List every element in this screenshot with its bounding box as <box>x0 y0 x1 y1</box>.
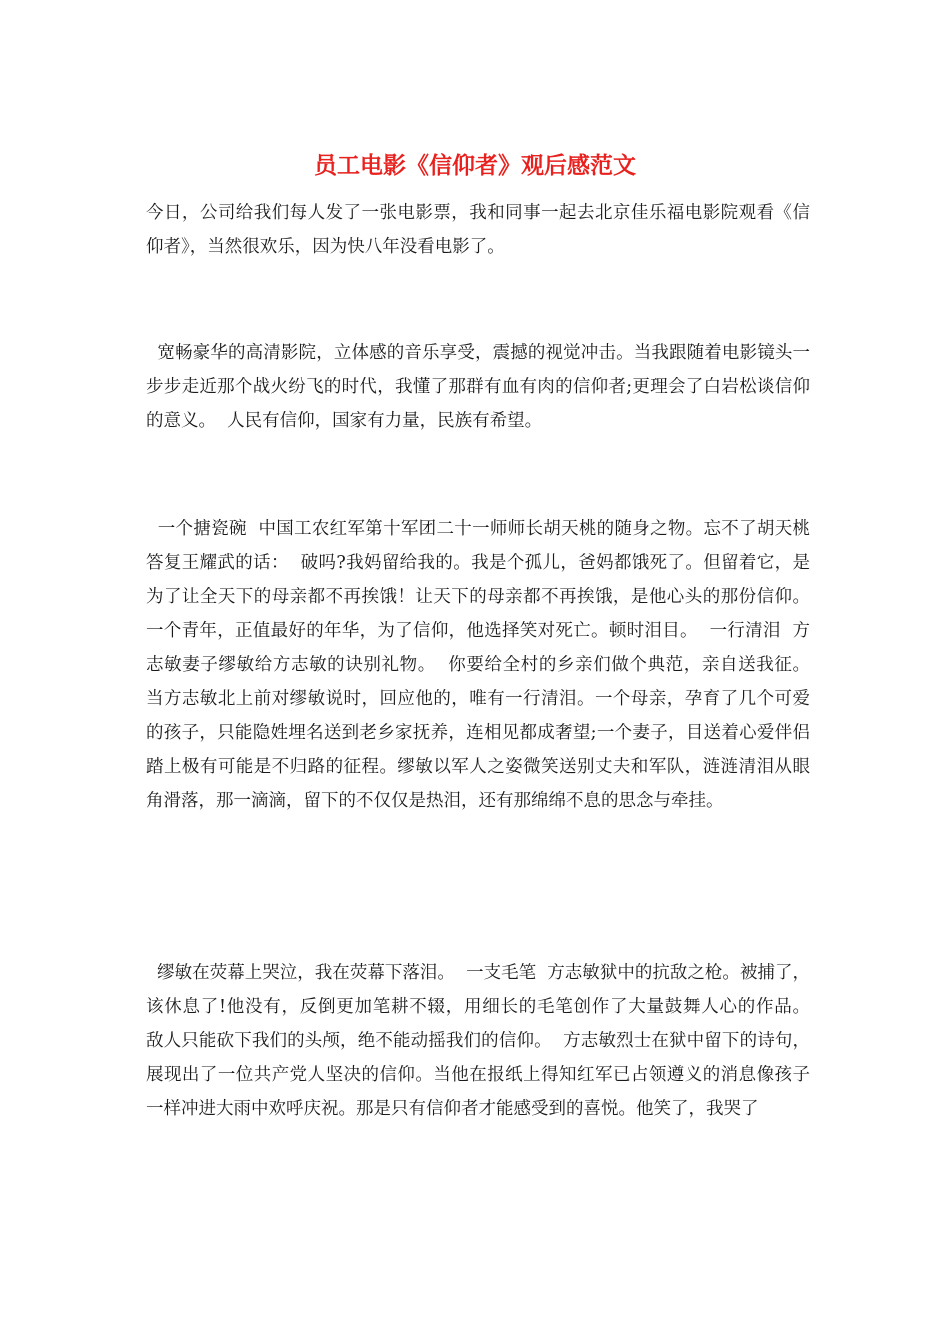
paragraph-1: 今日，公司给我们每人发了一张电影票，我和同事一起去北京佳乐福电影院观看《信仰者》，当然很欢乐，因为快八年没看电影了。 <box>146 203 810 257</box>
paragraph-3: 一个搪瓷碗 中国工农红军第十军团二十一师师长胡天桃的随身之物。忘不了胡天桃答复王耀武的话： 破吗?我妈留给我的。我是个孤儿，爸妈都饿死了。但留着它，是为了让全天下的母亲都不再挨饿！让天下的母亲都不再挨饿，是他心头的那份信仰。一个青年，正值最好的年华，为了信仰，他选择笑对死亡。顿时泪目。 一行清泪 方志敏妻子缪敏给方志敏的诀别礼物。 你要给全村的乡亲们做个典范，亲自送我征。 当方志敏北上前对缪敏说时，回应他的，唯有一行清泪。一个母亲，孕育了几个可爱的孩子，只能隐姓埋名送到老乡家抚养，连相见都成奢望;一个妻子，目送着心爱伴侣踏上极有可能是不归路的征程。缪敏以军人之姿微笑送别丈夫和军队，涟涟清泪从眼角滑落，那一滴滴，留下的不仅仅是热泪，还有那绵绵不息的思念与牵挂。 <box>146 519 822 811</box>
document-title: 员工电影《信仰者》观后感范文 <box>314 152 636 179</box>
paragraph-2: 宽畅豪华的高清影院，立体感的音乐享受，震撼的视觉冲击。当我跟随着电影镜头一步步走近那个战火纷飞的时代，我懂了那群有血有肉的信仰者;更理会了白岩松谈信仰的意义。 人民有信仰，国家有力量，民族有希望。 <box>146 343 810 431</box>
paragraph-4: 缪敏在荧幕上哭泣，我在荧幕下落泪。 一支毛笔 方志敏狱中的抗敌之枪。被捕了，该休息了!他没有，反倒更加笔耕不辍，用细长的毛笔创作了大量鼓舞人心的作品。 敌人只能砍下我们的头颅，绝不能动摇我们的信仰。 方志敏烈士在狱中留下的诗句，展现出了一位共产党人坚决的信仰。当他在报纸上得知红军已占领遵义的消息像孩子一样冲进大雨中欢呼庆祝。那是只有信仰者才能感受到的喜悦。他笑了，我哭了 <box>146 963 822 1119</box>
